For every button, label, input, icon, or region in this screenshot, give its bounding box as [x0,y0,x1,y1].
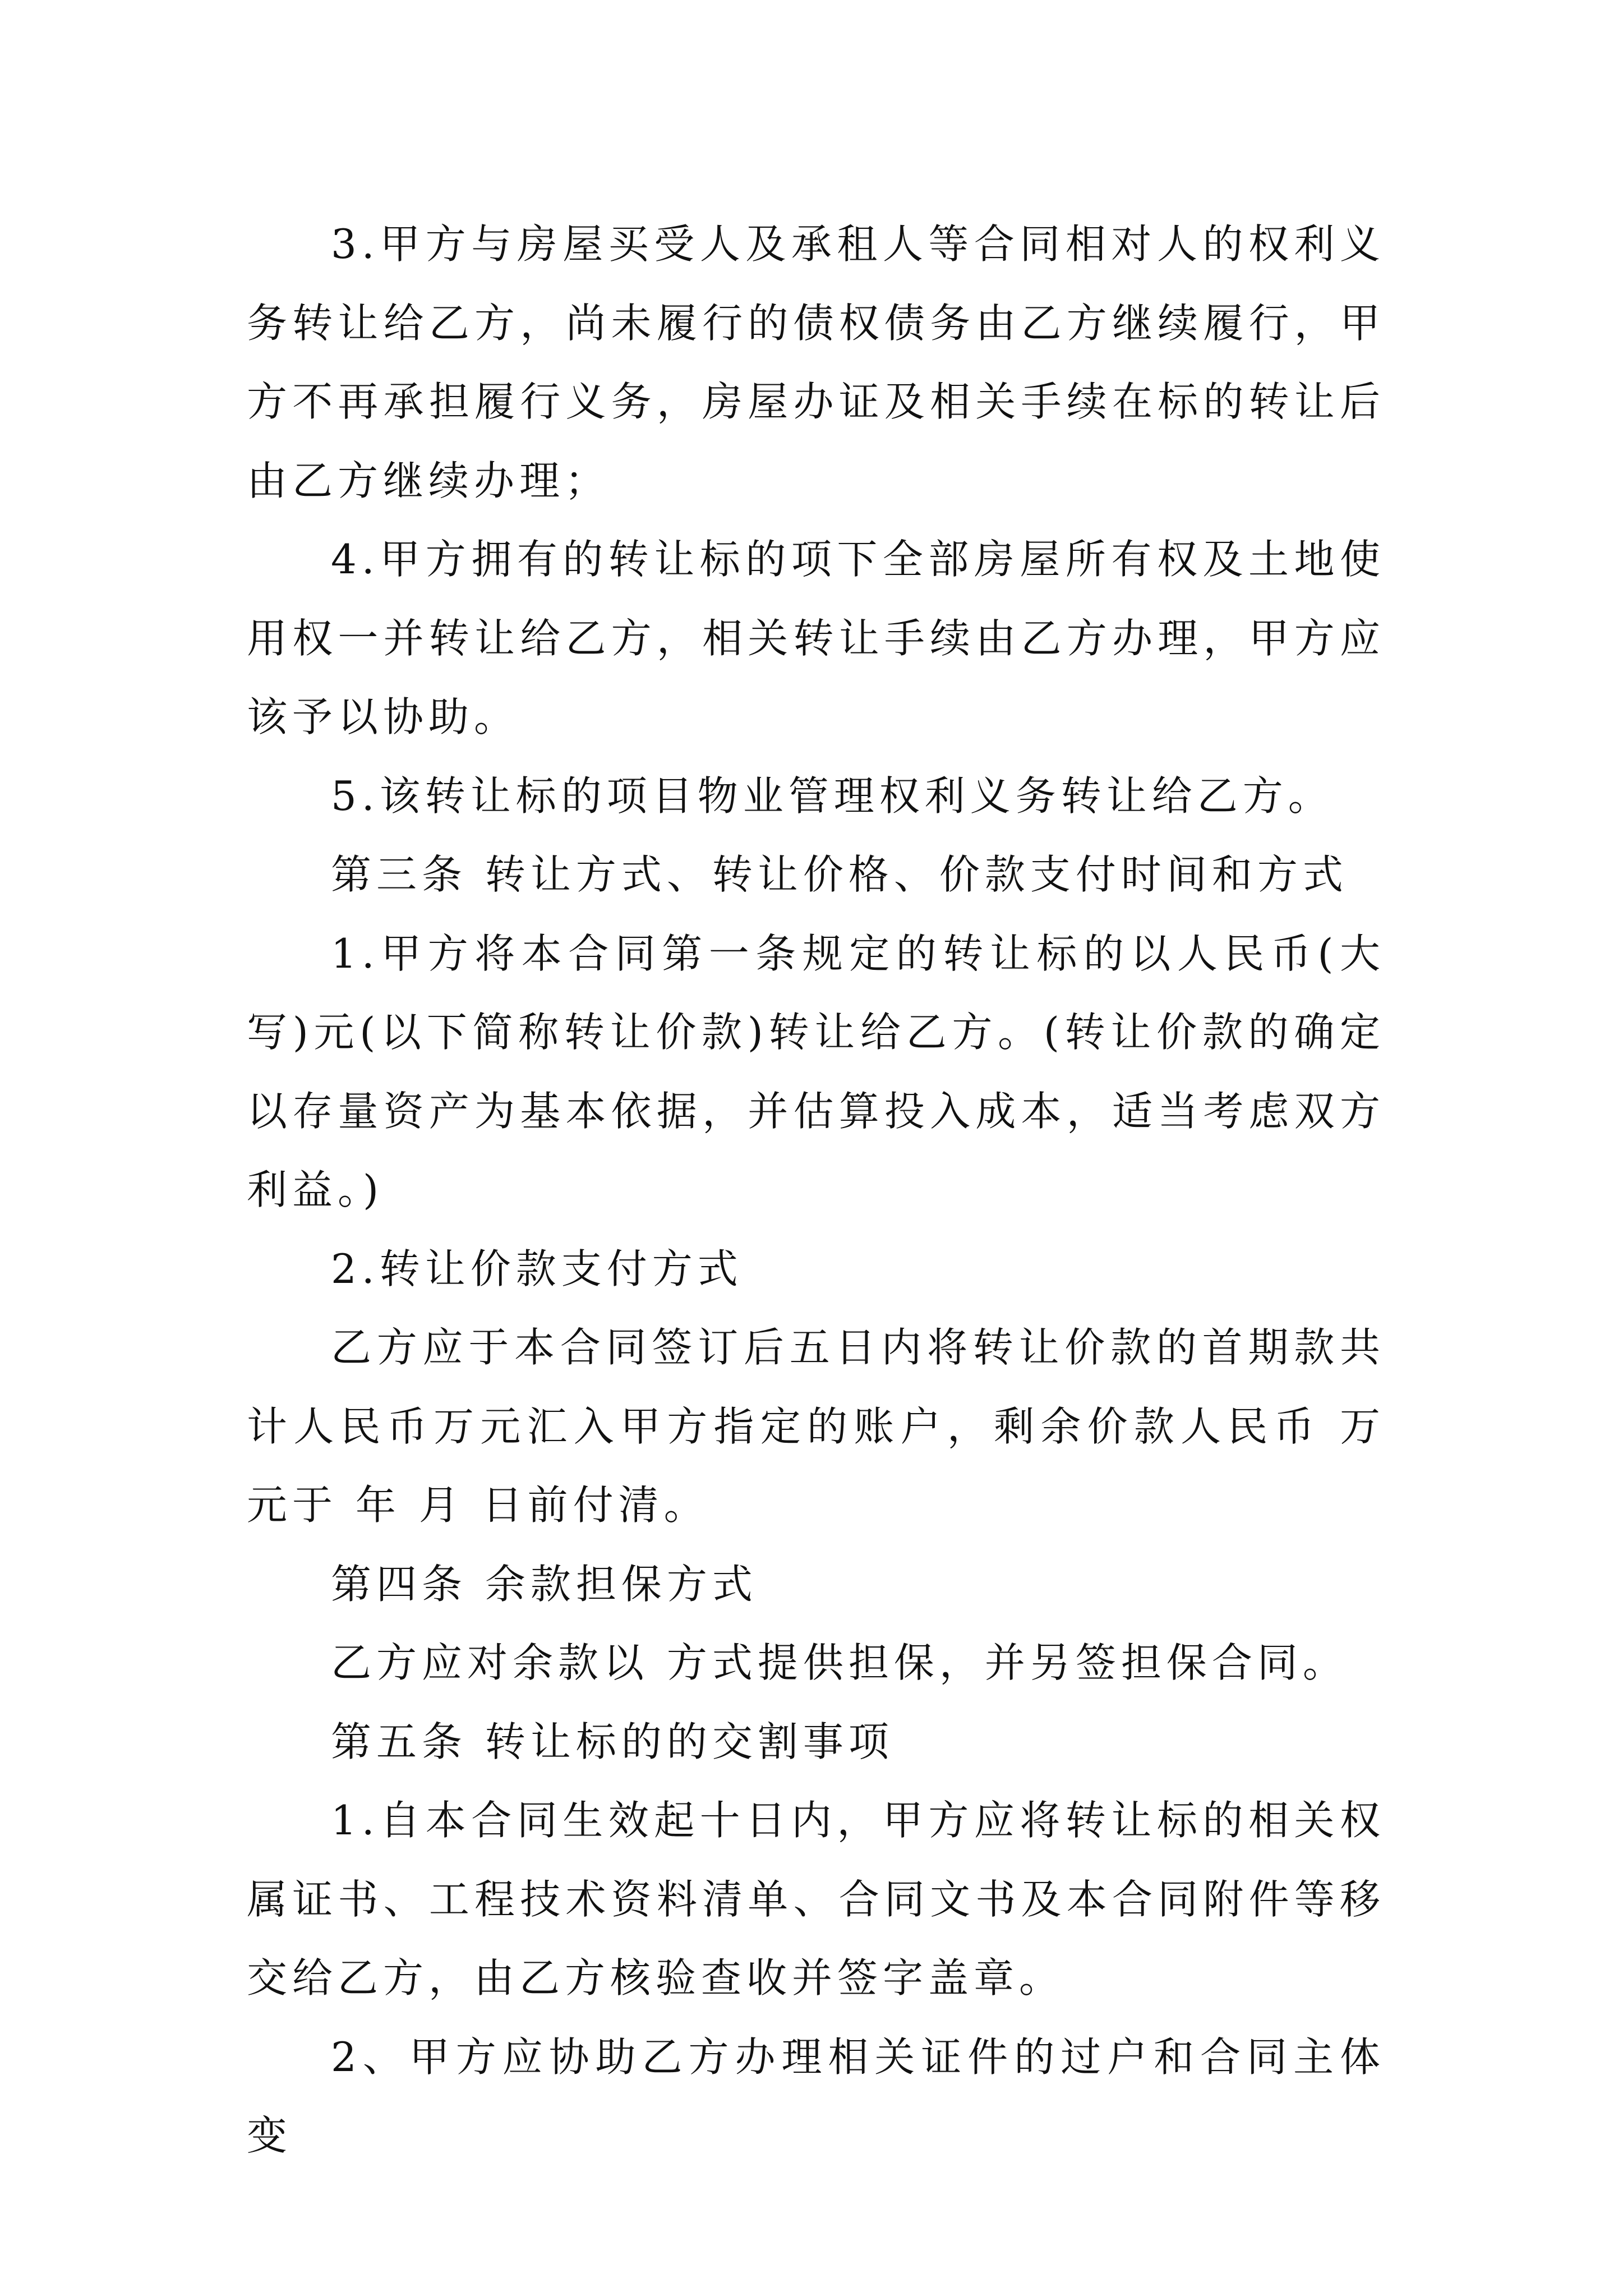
paragraph-payment-schedule: 乙方应于本合同签订后五日内将转让价款的首期款共计人民币万元汇入甲方指定的账户，剩余价款人民币 万元于 年 月 日前付清。 [247,1324,1385,1529]
article-4-heading: 第四条 余款担保方式 [331,1560,758,1608]
paragraph-handover-documents: 1.自本合同生效起十日内，甲方应将转让标的相关权属证书、工程技术资料清单、合同文书及本合同附件等移交给乙方，由乙方核验查收并签字盖章。 [247,1797,1385,2001]
paragraph-certificate-transfer: 2、甲方应协助乙方办理相关证件的过户和合同主体变 [247,2033,1385,2159]
paragraph-clause-3-rights-transfer: 3.甲方与房屋买受人及承租人等合同相对人的权利义务转让给乙方，尚未履行的债权债务由乙方继续履行，甲方不再承担履行义务，房屋办证及相关手续在标的转让后由乙方继续办理； [247,220,1385,504]
paragraph-clause-4-property-ownership: 4.甲方拥有的转让标的项下全部房屋所有权及土地使用权一并转让给乙方，相关转让手续由乙方办理，甲方应该予以协助。 [247,536,1385,740]
paragraph-transfer-price: 1.甲方将本合同第一条规定的转让标的以人民币(大写)元(以下简称转让价款)转让给乙方。(转让价款的确定以存量资产为基本依据，并估算投入成本，适当考虑双方利益。) [247,930,1385,1213]
paragraph-clause-5-property-management: 5.该转让标的项目物业管理权利义务转让给乙方。 [331,772,1334,820]
paragraph-guarantee: 乙方应对余款以 方式提供担保，并另签担保合同。 [331,1639,1348,1686]
document-body [247,205,1385,2175]
article-5-heading: 第五条 转让标的的交割事项 [331,1718,894,1765]
paragraph-payment-method-heading: 2.转让价款支付方式 [331,1245,743,1292]
article-3-heading: 第三条 转让方式、转让价格、价款支付时间和方式 [331,851,1348,898]
